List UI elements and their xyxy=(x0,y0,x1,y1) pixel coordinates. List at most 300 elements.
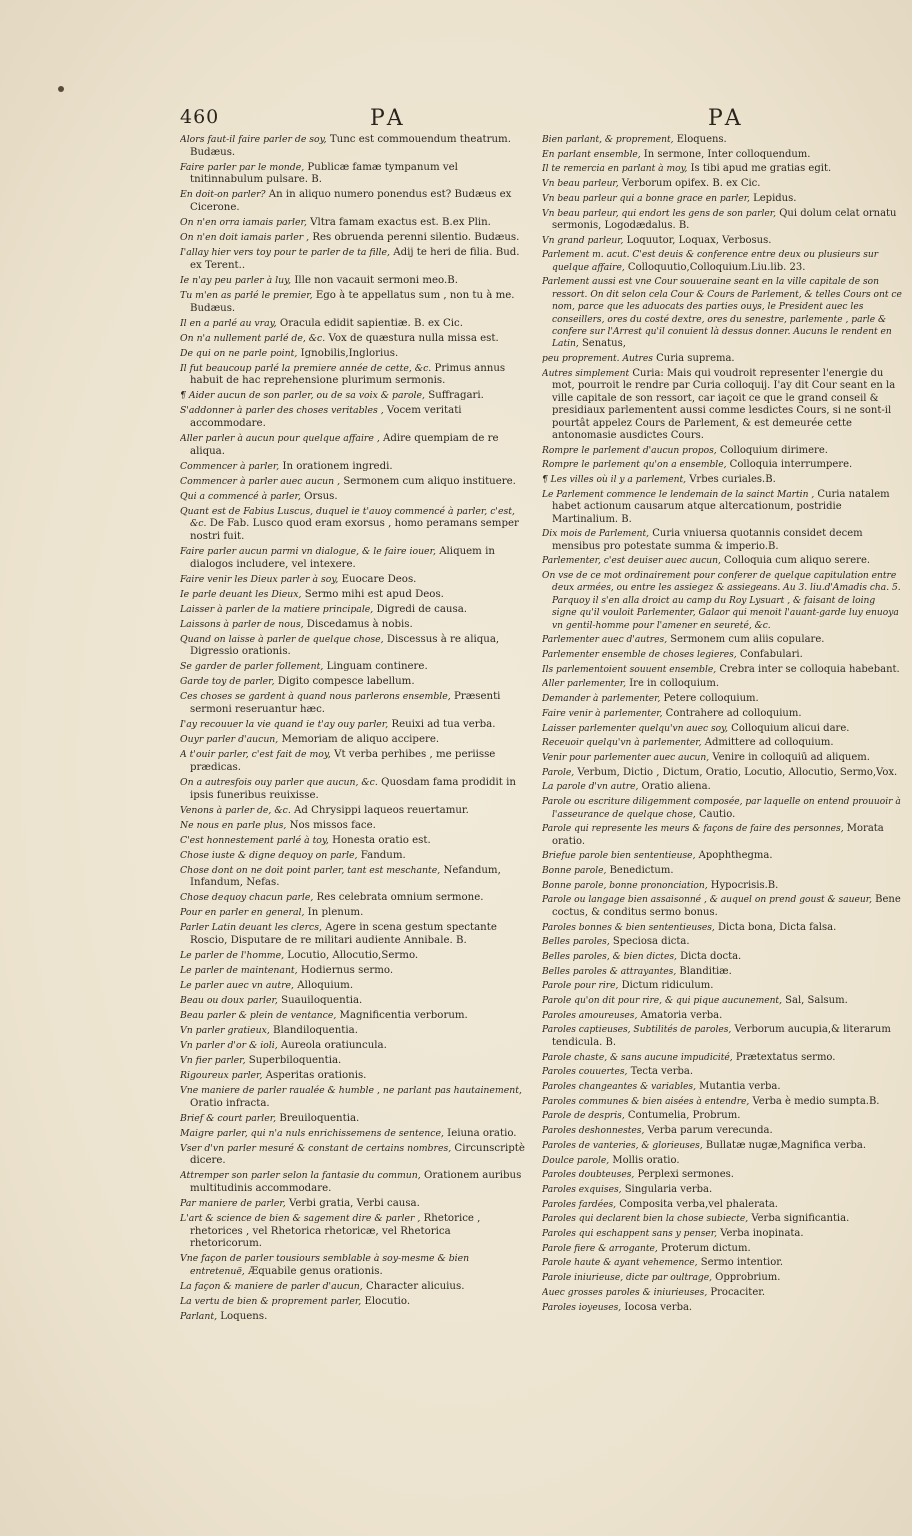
french-headword: S'addonner à parler des choses veritables , xyxy=(180,405,384,417)
latin-translation: Colloquutio,Colloquium.Liu.lib. 23. xyxy=(624,261,806,273)
dictionary-entry xyxy=(542,1228,902,1240)
french-headword: En doit-on parler? xyxy=(180,189,266,201)
french-headword: Rigoureux parler, xyxy=(180,1069,263,1081)
latin-translation: Loquutor, Loquax, Verbosus. xyxy=(623,234,772,246)
latin-translation: Prætextatus sermo. xyxy=(732,1051,836,1063)
latin-translation: Hodiernus sermo. xyxy=(297,964,394,976)
french-headword: Chose dont on ne doit point parler, tant est meschante, xyxy=(180,864,441,876)
dictionary-entry xyxy=(542,489,902,526)
latin-translation: Tecta verba. xyxy=(627,1066,694,1078)
dictionary-entry xyxy=(180,333,525,346)
latin-translation: Linguam continere. xyxy=(323,661,428,673)
dictionary-entry xyxy=(180,892,525,905)
latin-translation: Sermonem cum aliquo instituere. xyxy=(340,475,516,487)
dictionary-entry xyxy=(180,189,525,214)
french-headword: La parole d'vn autre, xyxy=(542,782,639,793)
french-headword: Parole qui represente les meurs & façons de faire des personnes, xyxy=(542,824,844,835)
french-headword: Laissons à parler de nous, xyxy=(180,618,304,630)
latin-translation: Discedamus à nobis. xyxy=(303,618,413,630)
french-headword: Paroles fardées, xyxy=(542,1199,617,1210)
french-headword: ¶ Les villes où il y a parlement, xyxy=(542,475,687,486)
latin-translation: Is tibi apud me gratias egit. xyxy=(687,163,832,175)
french-headword: Vn beau parleur, qui endort les gens de son parler, xyxy=(542,208,777,219)
latin-translation: Suauiloquentia. xyxy=(277,994,363,1006)
french-headword: Le Parlement commence le lendemain de la sainct Martin , xyxy=(542,489,815,500)
dictionary-entry xyxy=(542,570,902,632)
latin-translation: Rhetorice , rhetorices , vel Rhetorica rhetoricæ, vel Rhetorica rhetoricorum. xyxy=(190,1213,481,1250)
latin-translation: Procaciter. xyxy=(707,1286,766,1298)
latin-translation: Publicæ famæ tympanum vel tnitinnabulum pulsare. B. xyxy=(190,161,458,186)
french-headword: Ils parlementoient souuent ensemble, xyxy=(542,664,717,675)
french-headword: Vn grand parleur, xyxy=(542,235,624,246)
dictionary-entry xyxy=(180,1311,525,1324)
latin-translation: Digredi de causa. xyxy=(373,603,468,615)
latin-translation: Oratio infracta. xyxy=(190,1097,270,1109)
latin-translation: Reuixi ad tua verba. xyxy=(388,719,496,731)
french-headword: Vn parler d'or & ioli, xyxy=(180,1039,278,1051)
french-headword: Pour en parler en general, xyxy=(180,907,305,919)
french-headword: Parler Latin deuant les clercs, xyxy=(180,922,322,934)
french-headword: On n'en doit iamais parler , xyxy=(180,232,310,244)
dictionary-entry xyxy=(542,980,902,992)
latin-translation: Perplexi sermones. xyxy=(634,1169,734,1181)
latin-translation: Elocutio. xyxy=(361,1296,411,1308)
page-number: 460 xyxy=(180,106,220,128)
latin-translation: Iocosa verba. xyxy=(621,1301,693,1313)
latin-translation: Mutantia verba. xyxy=(696,1080,781,1092)
french-headword: Aller parler à aucun pour quelque affaire , xyxy=(180,432,380,444)
running-head-right: PA xyxy=(708,106,745,131)
latin-translation: Vrbes curiales.B. xyxy=(686,474,776,486)
dictionary-entry xyxy=(542,823,902,848)
latin-translation: Aureola oratiuncula. xyxy=(277,1039,387,1051)
french-headword: Doulce parole, xyxy=(542,1155,610,1166)
dictionary-entry xyxy=(542,1169,902,1181)
french-headword: Paroles deshonnestes, xyxy=(542,1126,645,1137)
latin-translation: Curia vniuersa quotannis considet decem mensibus pro potestate summa & imperio.B. xyxy=(552,528,863,552)
dictionary-entry xyxy=(542,865,902,877)
latin-translation: Dicta bona, Dicta falsa. xyxy=(714,921,837,933)
dictionary-entry xyxy=(542,708,902,720)
latin-translation: Discessus à re aliqua, Digressio orationis. xyxy=(190,633,500,658)
french-headword: Le parler auec vn autre, xyxy=(180,979,295,991)
french-headword: Paroles qui declarent bien la chose subiecte, xyxy=(542,1214,749,1225)
latin-translation: De Fab. Lusco quod eram exorsus , homo peramans semper nostri fuit. xyxy=(190,518,519,543)
dictionary-entry xyxy=(180,134,525,159)
dictionary-entry xyxy=(542,850,902,862)
french-headword: Il en a parlé au vray, xyxy=(180,317,277,329)
latin-translation: An in aliquo numero ponendus est? Budæus ex Cicerone. xyxy=(190,189,512,214)
french-headword: La vertu de bien & proprement parler, xyxy=(180,1296,362,1308)
french-headword: Faire parler aucun parmi vn dialogue, & le faire iouer, xyxy=(180,546,436,558)
french-headword: A t'ouir parler, c'est fait de moy, xyxy=(180,749,331,761)
latin-translation: Curia suprema. xyxy=(652,353,735,365)
french-headword: Par maniere de parler, xyxy=(180,1198,286,1210)
french-headword: Le parler de maintenant, xyxy=(180,964,298,976)
dictionary-entry xyxy=(542,474,902,486)
latin-translation: Composita verba,vel phalerata. xyxy=(616,1198,778,1210)
dictionary-entry xyxy=(180,318,525,331)
latin-translation: Verbum, Dictio , Dictum, Oratio, Locutio, Allocutio, Sermo,Vox. xyxy=(574,766,898,778)
dictionary-entry xyxy=(180,749,525,774)
french-headword: Paroles couuertes, xyxy=(542,1067,628,1078)
french-headword: Rompre le parlement qu'on a ensemble, xyxy=(542,460,727,471)
french-headword: Ne nous en parle plus, xyxy=(180,819,287,831)
french-headword: Parlant, xyxy=(180,1311,218,1323)
latin-translation: Mollis oratio. xyxy=(609,1154,680,1166)
french-headword: Belles paroles, & bien dictes, xyxy=(542,951,677,962)
latin-translation: Admittere ad colloquium. xyxy=(701,737,834,749)
dictionary-entry xyxy=(542,1096,902,1108)
french-headword: Parlementer, c'est deuiser auec aucun, xyxy=(542,556,721,567)
latin-translation: Asperitas orationis. xyxy=(262,1069,367,1081)
dictionary-entry xyxy=(180,491,525,504)
latin-translation: Blanditiæ. xyxy=(676,965,732,977)
dictionary-entry xyxy=(542,693,902,705)
dictionary-entry xyxy=(180,217,525,230)
dictionary-entry xyxy=(180,1253,525,1278)
latin-translation: Agere in scena gestum spectante Roscio, Disputare de re militari audiente Annibale. B. xyxy=(190,922,497,946)
french-headword: ¶ Aider aucun de son parler, ou de sa voix & parole, xyxy=(180,390,425,402)
dictionary-entry xyxy=(542,1125,902,1137)
dictionary-entry xyxy=(542,767,902,779)
latin-translation: Morata oratio. xyxy=(552,823,884,847)
latin-translation: Æquabile genus orationis. xyxy=(244,1266,383,1278)
dictionary-entry xyxy=(542,649,902,661)
french-headword: On vse de ce mot ordinairement pour conferer de quelque capitulation entre deux armées, ou entre les assiegez & assiegeans. Au 3. liu.d'Amadis cha. 5. Parquoy il s'en alla droict au camp du Roy Lysuart , & faisant de loing signe qu'il vouloit Parlementer, Galaor qui menoit l'auant-garde luy enuoya vn gentil-homme pour l'amener en seureté, &c. xyxy=(542,571,901,631)
french-headword: En parlant ensemble, xyxy=(542,149,641,160)
left-column xyxy=(180,134,525,1524)
dictionary-entry xyxy=(542,149,902,161)
dictionary-entry xyxy=(542,353,902,365)
latin-translation: In sermone, Inter colloquendum. xyxy=(640,148,811,160)
french-headword: Parole iniurieuse, dicte par oultrage, xyxy=(542,1273,712,1284)
french-headword: Faire venir les Dieux parler à soy, xyxy=(180,573,339,585)
dictionary-entry xyxy=(542,1066,902,1078)
french-headword: Faire venir à parlementer, xyxy=(542,708,663,719)
right-column xyxy=(542,134,902,1524)
latin-translation: Contrahere ad colloquium. xyxy=(662,707,802,719)
french-headword: Parole pour rire, xyxy=(542,981,619,992)
latin-translation: Res obruenda perenni silentio. Budæus. xyxy=(309,232,520,244)
french-headword: Faire parler par le monde, xyxy=(180,161,305,173)
french-headword: Belles paroles, xyxy=(542,937,610,948)
dictionary-entry xyxy=(542,1024,902,1049)
dictionary-entry xyxy=(542,1010,902,1022)
french-headword: Paroles doubteuses, xyxy=(542,1170,635,1181)
latin-translation: Oracula edidit sapientiæ. B. ex Cic. xyxy=(276,317,463,329)
french-headword: On n'en orra iamais parler, xyxy=(180,217,307,229)
french-headword: Aller parlementer, xyxy=(542,679,627,690)
latin-translation: Ego à te appellatus sum , non tu à me. Budæus. xyxy=(190,289,515,314)
french-headword: Chose dequoy chacun parle, xyxy=(180,892,314,904)
french-headword: Ie parle deuant les Dieux, xyxy=(180,588,302,600)
french-headword: Vn beau parleur, xyxy=(542,179,619,190)
french-headword: Paroles ioyeuses, xyxy=(542,1302,622,1313)
dictionary-entry xyxy=(542,193,902,205)
dictionary-entry xyxy=(180,433,525,458)
latin-translation: Eloquens. xyxy=(673,134,727,145)
latin-translation: Tunc est commouendum theatrum. Budæus. xyxy=(190,134,511,158)
dictionary-entry xyxy=(180,348,525,361)
french-headword: Receuoir quelqu'vn à parlementer, xyxy=(542,738,702,749)
latin-translation: Nefandum, Infandum, Nefas. xyxy=(190,864,501,889)
latin-translation: Memoriam de aliquo accipere. xyxy=(278,734,440,746)
latin-translation: Orationem auribus multitudinis accommodare. xyxy=(190,1170,522,1195)
latin-translation: Ignobilis,Inglorius. xyxy=(297,347,399,359)
dictionary-entry xyxy=(180,1198,525,1211)
dictionary-entry xyxy=(542,936,902,948)
latin-translation: Ire in colloquium. xyxy=(626,678,720,690)
dictionary-entry xyxy=(180,719,525,732)
latin-translation: Quosdam fama prodidit in ipsis funeribus reuixisse. xyxy=(190,776,516,801)
dictionary-entry xyxy=(542,1081,902,1093)
latin-translation: Bullatæ nugæ,Magnifica verba. xyxy=(702,1139,867,1151)
dictionary-entry xyxy=(542,664,902,676)
latin-translation: Senatus, xyxy=(578,338,626,350)
french-headword: On a autresfois ouy parler que aucun, &c. xyxy=(180,776,378,788)
latin-translation: Curia: Mais qui voudroit representer l'energie du mot, pourroit le rendre par Curia colloquij. I'ay dit Cour seant en la ville capitale de son ressort, car iaçoit ce que le grand conseil & presidiaux parlementent aussi comme lesdictes Cours, si ne sont-il pourtât appelez Cours de Parlement, & est demeurée cette antonomasie ausdictes Cours. xyxy=(552,367,896,441)
dictionary-entry xyxy=(542,178,902,190)
latin-translation: Adire quempiam de re aliqua. xyxy=(190,432,499,457)
dictionary-entry xyxy=(542,1140,902,1152)
latin-translation: Confabulari. xyxy=(736,649,803,661)
french-headword: Vne maniere de parler raualée & humble , ne parlant pas hautainement, xyxy=(180,1084,522,1096)
latin-translation: Colloquia interrumpere. xyxy=(726,459,853,471)
french-headword: Parole de despris, xyxy=(542,1111,625,1122)
latin-translation: Breuiloquentia. xyxy=(276,1112,360,1124)
dictionary-entry xyxy=(180,865,525,890)
dictionary-entry xyxy=(542,1199,902,1211)
dictionary-entry xyxy=(542,1287,902,1299)
dictionary-entry xyxy=(180,546,525,571)
dictionary-entry xyxy=(542,634,902,646)
french-headword: Paroles exquises, xyxy=(542,1184,622,1195)
dictionary-entry xyxy=(542,796,902,821)
french-headword: Beau parler & plein de ventance, xyxy=(180,1009,337,1021)
french-headword: Parole ou langage bien assaisonné , & auquel on prend goust & saueur, xyxy=(542,895,872,906)
dictionary-entry xyxy=(180,995,525,1008)
latin-translation: Præsenti sermoni reseruantur hæc. xyxy=(190,691,501,716)
latin-translation: Singularia verba. xyxy=(621,1183,713,1195)
dictionary-entry xyxy=(180,589,525,602)
french-headword: Vn fier parler, xyxy=(180,1054,246,1066)
french-headword: Bonne parole, xyxy=(542,866,607,877)
french-headword: peu proprement. Autres xyxy=(542,354,653,365)
french-headword: Briefue parole bien sententieuse, xyxy=(542,851,696,862)
latin-translation: Venire in colloquiū ad aliquem. xyxy=(709,752,870,763)
dictionary-entry xyxy=(180,390,525,403)
french-headword: Vn parler gratieux, xyxy=(180,1024,270,1036)
french-headword: Garde toy de parler, xyxy=(180,676,275,688)
latin-translation: Fandum. xyxy=(357,849,406,861)
latin-translation: Crebra inter se colloquia habebant. xyxy=(716,663,900,675)
french-headword: Parlementer ensemble de choses legieres, xyxy=(542,650,737,661)
french-headword: Parole haute & ayant vehemence, xyxy=(542,1258,698,1269)
latin-translation: Oratio aliena. xyxy=(638,781,711,793)
french-headword: Paroles qui eschappent sans y penser, xyxy=(542,1229,718,1240)
dictionary-entry xyxy=(180,734,525,747)
dictionary-entry xyxy=(180,777,525,802)
latin-translation: Curia natalem habet actionum causarum atque altercationum, postridie Martinalium. B. xyxy=(552,488,890,525)
dictionary-entry xyxy=(180,922,525,947)
latin-translation: Cautio. xyxy=(695,808,736,820)
dictionary-entry xyxy=(180,1010,525,1023)
french-headword: Paroles bonnes & bien sententieuses, xyxy=(542,922,715,933)
dictionary-entry xyxy=(180,1055,525,1068)
latin-translation: Dicta docta. xyxy=(676,950,742,962)
french-headword: Parole chaste, & sans aucune impudicité, xyxy=(542,1052,733,1063)
french-headword: Parlement m. acut. C'est deuis & conference entre deux ou plusieurs sur quelque affaire, xyxy=(542,250,879,273)
french-headword: Parlement aussi est vne Cour souueraine seant en la ville capitale de son ressort. On dit selon cela Cour & Cours de Parlement, & telles Cours ont ce nom, parce que les aduocats des parties ouys, le President auec les conseillers, ores du costé dextre, ores du senestre, parlemente , parle & confere sur l'Arrest qu'il conuient là dessus donner. Aucuns le rendent en Latin, xyxy=(542,277,902,350)
latin-translation: Orsus. xyxy=(300,490,338,502)
dictionary-entry xyxy=(542,723,902,735)
french-headword: Maigre parler, qui n'a nuls enrichissemens de sentence, xyxy=(180,1127,444,1139)
french-headword: La façon & maniere de parler d'aucun, xyxy=(180,1281,363,1293)
dictionary-entry xyxy=(180,275,525,288)
dictionary-entry xyxy=(180,290,525,315)
french-headword: Se garder de parler follement, xyxy=(180,661,324,673)
latin-translation: Ille non vacauit sermoni meo.B. xyxy=(291,274,458,286)
french-headword: Chose iuste & digne dequoy on parle, xyxy=(180,849,358,861)
latin-translation: Character alicuius. xyxy=(362,1281,465,1293)
french-headword: I'allay hier vers toy pour te parler de ta fille, xyxy=(180,247,390,259)
latin-translation: Opprobrium. xyxy=(711,1272,781,1284)
french-headword: Alors faut-il faire parler de soy, xyxy=(180,134,327,145)
dictionary-entry xyxy=(180,574,525,587)
latin-translation: Sal, Salsum. xyxy=(781,995,848,1007)
latin-translation: Vocem veritati accommodare. xyxy=(190,405,462,429)
dictionary-entry xyxy=(542,368,902,442)
latin-translation: Digito compesce labellum. xyxy=(274,676,415,688)
latin-translation: Res celebrata omnium sermone. xyxy=(313,892,484,904)
dictionary-entry xyxy=(542,555,902,567)
french-headword: Parole fiere & arrogante, xyxy=(542,1243,658,1254)
french-headword: Ces choses se gardent à quand nous parlerons ensemble, xyxy=(180,691,451,703)
dictionary-entry xyxy=(180,461,525,474)
dictionary-entry xyxy=(180,162,525,187)
dictionary-entry xyxy=(180,506,525,544)
dictionary-entry xyxy=(542,1272,902,1284)
french-headword: C'est honnestement parlé à toy, xyxy=(180,834,329,846)
french-headword: Rompre le parlement d'aucun propos, xyxy=(542,445,717,456)
dictionary-entry xyxy=(542,781,902,793)
french-headword: Venons à parler de, &c. xyxy=(180,804,291,816)
latin-translation: Aliquem in dialogos includere, vel intexere. xyxy=(190,546,495,570)
dictionary-entry xyxy=(180,907,525,920)
latin-translation: Amatoria verba. xyxy=(637,1009,723,1021)
french-headword: Demander à parlementer, xyxy=(542,694,661,705)
dictionary-entry xyxy=(542,678,902,690)
latin-translation: Ieiuna oratio. xyxy=(443,1127,517,1139)
latin-translation: Magnificentia verborum. xyxy=(336,1009,468,1021)
latin-translation: Sermonem cum aliis copulare. xyxy=(667,634,825,646)
dictionary-entry xyxy=(542,737,902,749)
french-headword: Ouyr parler d'aucun, xyxy=(180,734,279,746)
latin-translation: Loquens. xyxy=(217,1311,268,1323)
dictionary-entry xyxy=(542,995,902,1007)
dictionary-entry xyxy=(542,134,902,146)
latin-translation: Honesta oratio est. xyxy=(328,834,431,846)
dictionary-entry xyxy=(180,1025,525,1038)
latin-translation: Apophthegma. xyxy=(695,850,773,862)
dictionary-entry xyxy=(180,363,525,388)
dictionary-entry xyxy=(180,965,525,978)
french-headword: Parole, xyxy=(542,767,575,778)
dictionary-entry xyxy=(542,528,902,553)
dictionary-entry xyxy=(542,1052,902,1064)
french-headword: Beau ou doux parler, xyxy=(180,994,278,1006)
dictionary-entry xyxy=(542,459,902,471)
latin-translation: Speciosa dicta. xyxy=(609,936,690,948)
latin-translation: Petere colloquium. xyxy=(660,693,759,705)
latin-translation: Locutio, Allocutio,Sermo. xyxy=(284,949,419,961)
french-headword: De qui on ne parle point, xyxy=(180,347,298,359)
ink-spot xyxy=(58,86,64,92)
french-headword: Bonne parole, bonne prononciation, xyxy=(542,880,708,891)
latin-translation: Superbiloquentia. xyxy=(245,1054,342,1066)
french-headword: Venir pour parlementer auec aucun, xyxy=(542,753,710,763)
latin-translation: Adij te heri de filia. Bud. ex Terent.. xyxy=(190,247,520,271)
dictionary-entry xyxy=(542,951,902,963)
french-headword: Quant est de Fabius Luscus, duquel ie t'auoy commencé à parler, c'est, &c. xyxy=(180,505,515,530)
latin-translation: Verba parum verecunda. xyxy=(644,1125,773,1137)
dictionary-entry xyxy=(180,691,525,716)
french-headword: On n'a nullement parlé de, &c. xyxy=(180,332,326,344)
dictionary-entry xyxy=(180,1113,525,1126)
dictionary-entry xyxy=(180,850,525,863)
french-headword: Paroles changeantes & variables, xyxy=(542,1081,696,1092)
dictionary-entry xyxy=(542,1184,902,1196)
dictionary-entry xyxy=(180,950,525,963)
dictionary-entry xyxy=(180,1170,525,1195)
dictionary-entry xyxy=(542,1155,902,1167)
french-headword: Il te remercia en parlant à moy, xyxy=(542,164,688,175)
latin-translation: Benedictum. xyxy=(606,865,674,877)
dictionary-entry xyxy=(542,163,902,175)
latin-translation: Verborum opifex. B. ex Cic. xyxy=(618,178,761,190)
french-headword: Dix mois de Parlement, xyxy=(542,529,650,540)
dictionary-entry xyxy=(542,1257,902,1269)
french-headword: Paroles captieuses, Subtilités de paroles, xyxy=(542,1025,732,1036)
french-headword: Il fut beaucoup parlé la premiere année de cette, &c. xyxy=(180,362,432,374)
dictionary-entry xyxy=(180,634,525,659)
dictionary-entry xyxy=(180,1213,525,1251)
latin-translation: Euocare Deos. xyxy=(338,573,417,585)
french-headword: Autres simplement xyxy=(542,368,630,379)
latin-translation: Sermo intentior. xyxy=(697,1257,784,1269)
french-headword: Vser d'vn parler mesuré & constant de certains nombres, xyxy=(180,1142,452,1154)
dictionary-entry xyxy=(180,676,525,689)
dictionary-entry xyxy=(180,232,525,245)
latin-translation: Lepidus. xyxy=(749,192,797,204)
french-headword: Laisser parlementer quelqu'vn auec soy, xyxy=(542,723,728,734)
latin-translation: Ad Chrysippi laqueos reuertamur. xyxy=(290,804,469,816)
latin-translation: Colloquium alicui dare. xyxy=(727,722,850,734)
latin-translation: In plenum. xyxy=(304,907,364,919)
latin-translation: In orationem ingredi. xyxy=(279,460,393,472)
dictionary-entry xyxy=(542,894,902,919)
french-headword: Qui a commencé à parler, xyxy=(180,490,301,502)
dictionary-entry xyxy=(180,619,525,632)
dictionary-entry xyxy=(542,1302,902,1314)
latin-translation: Hypocrisis.B. xyxy=(707,879,779,891)
dictionary-entry xyxy=(180,405,525,430)
dictionary-entry xyxy=(180,1128,525,1141)
latin-translation: Sermo mihi est apud Deos. xyxy=(301,588,444,600)
running-head-left: PA xyxy=(370,106,407,131)
latin-translation: Verborum aucupia,& literarum tendicula. B. xyxy=(552,1024,891,1048)
